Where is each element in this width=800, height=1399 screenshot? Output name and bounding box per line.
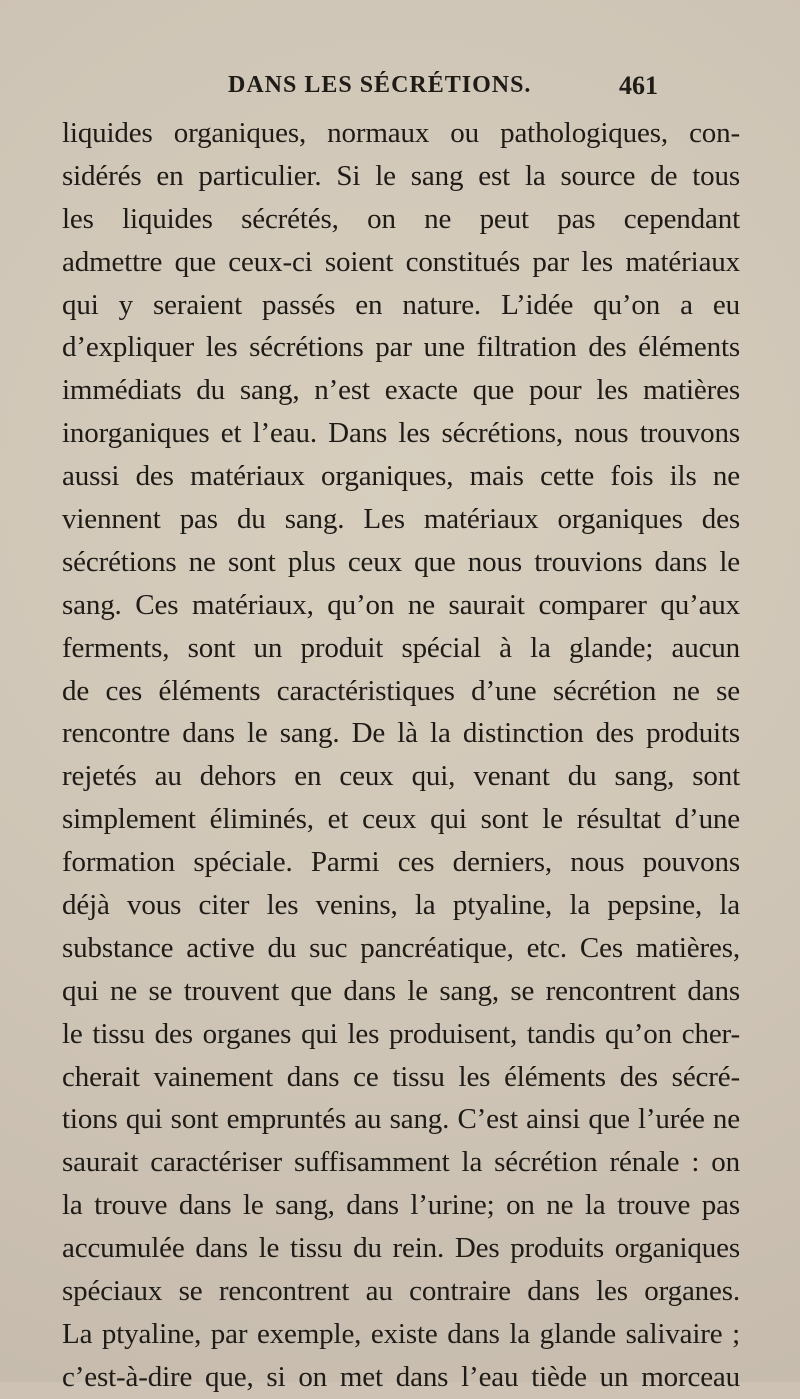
text-line: les liquides sécrétés, on ne peut pas cependant [62,202,740,235]
text-line: aussi des matériaux organiques, mais cette fois ils ne [62,460,740,493]
text-line: formation spéciale. Parmi ces derniers, nous pouvons [62,846,740,879]
text-line: sidérés en particulier. Si le sang est la source de tous [62,159,740,192]
text-line: sang. Ces matériaux, qu’on ne saurait comparer qu’aux [62,588,740,621]
page-number: 461 [619,71,658,100]
text-line: liquides organiques, normaux ou pathologiques, con- [62,117,740,149]
text-line: de ces éléments caractéristiques d’une sécrétion ne se [62,674,740,707]
text-line: viennent pas du sang. Les matériaux organiques des [62,503,740,536]
text-line: ferments, sont un produit spécial à la glande; aucun [62,631,740,664]
text-line: rencontre dans le sang. De là la distinction des produits [62,717,740,750]
text-line: inorganiques et l’eau. Dans les sécrétions, nous trouvons [62,417,740,450]
text-line: admettre que ceux-ci soient constitués par les matériaux [62,245,740,278]
text-line: simplement éliminés, et ceux qui sont le résultat d’une [62,803,740,836]
text-line: cherait vainement dans ce tissu les éléments des sécré- [62,1060,740,1093]
text-line: La ptyaline, par exemple, existe dans la glande salivaire ; [62,1317,740,1350]
text-line: qui y seraient passés en nature. L’idée qu’on a eu [62,288,740,321]
text-line: saurait caractériser suffisamment la sécrétion rénale : on [62,1146,740,1179]
page-header [228,72,658,106]
body-text [62,112,740,1399]
running-head: DANS LES SÉCRÉTIONS. [228,72,532,98]
text-line: le tissu des organes qui les produisent, tandis qu’on cher- [62,1017,740,1050]
text-line: substance active du suc pancréatique, etc. Ces matières, [62,931,740,964]
text-line: spéciaux se rencontrent au contraire dans les organes. [62,1275,740,1308]
text-line: déjà vous citer les venins, la ptyaline, la pepsine, la [62,889,740,922]
text-line: tions qui sont empruntés au sang. C’est ainsi que l’urée ne [62,1103,740,1136]
text-line: immédiats du sang, n’est exacte que pour les matières [62,374,740,407]
text-line: accumulée dans le tissu du rein. Des produits organiques [62,1232,740,1265]
text-line: qui ne se trouvent que dans le sang, se rencontrent dans [62,974,740,1007]
text-line: d’expliquer les sécrétions par une filtration des éléments [62,331,740,364]
text-line: la trouve dans le sang, dans l’urine; on ne la trouve pas [62,1189,740,1222]
text-line: c’est-à-dire que, si on met dans l’eau tiède un morceau [62,1360,740,1393]
text-line: sécrétions ne sont plus ceux que nous trouvions dans le [62,545,740,578]
text-line: rejetés au dehors en ceux qui, venant du sang, sont [62,760,740,793]
